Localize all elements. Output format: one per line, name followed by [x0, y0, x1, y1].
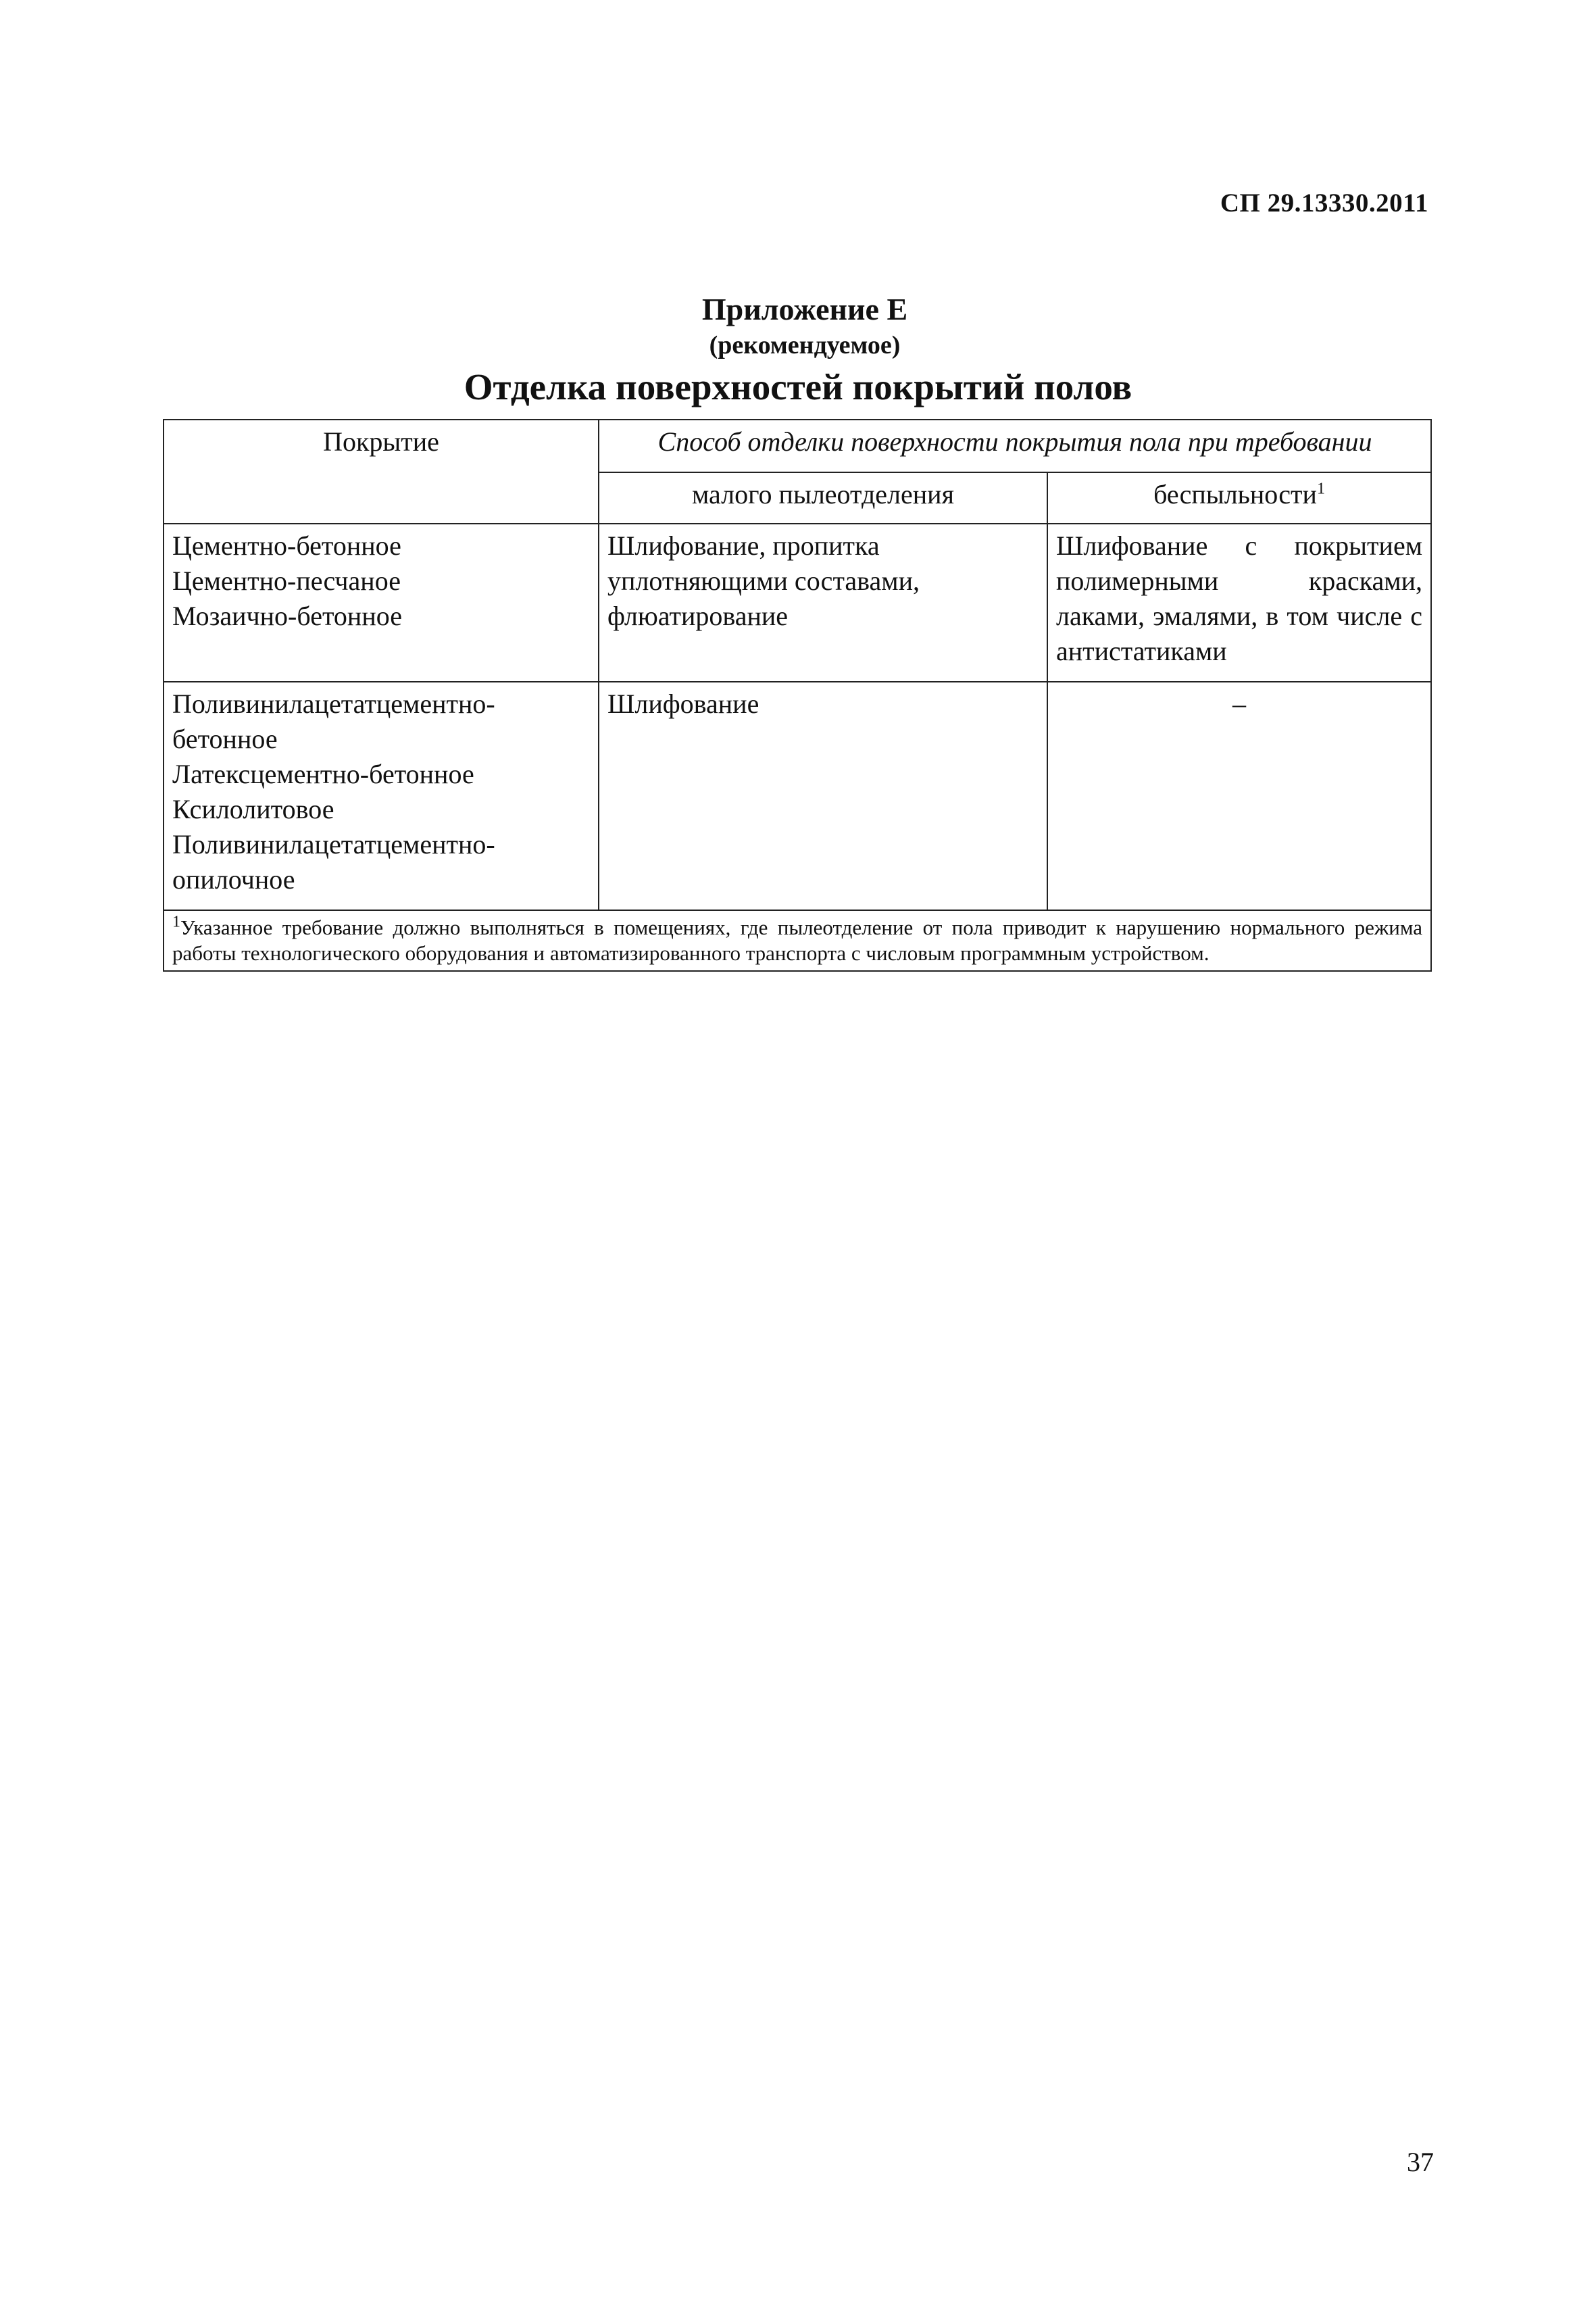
appendix-status: (рекомендуемое) — [709, 331, 901, 359]
header-dust-free — [1047, 472, 1431, 524]
coating-name: Ксилолитовое — [172, 794, 334, 824]
coating-name: Мозаично-бетонное — [172, 601, 402, 631]
footnote-number: 1 — [172, 913, 180, 931]
table-header-row — [164, 420, 1431, 472]
low-dust-method: Шлифование — [607, 689, 759, 719]
coating-name: Цементно-бетонное — [172, 530, 401, 561]
coating-name: бетонное — [172, 724, 278, 754]
coating-name: Поливинилацетатцементно- — [172, 689, 495, 719]
table-row — [164, 524, 1431, 682]
header-method: Способ отделки поверхности покрытия пола при требовании — [599, 420, 1431, 472]
footnote-text: Указанное требование должно выполняться в помещениях, где пылеотделение от пола приводит к нарушению нормального режима работы технологического оборудования и автоматизированного транспорта с числовым программным устройством. — [172, 916, 1423, 965]
row-low-dust-cell — [599, 524, 1047, 682]
row-low-dust-cell — [599, 682, 1047, 910]
floor-finish-table — [163, 419, 1432, 972]
table-footnote — [164, 910, 1431, 971]
low-dust-method: Шлифование, пропитка — [607, 530, 880, 561]
appendix-title: Приложение Е — [701, 292, 908, 326]
coating-name: Цементно-песчаное — [172, 566, 401, 596]
row-coatings-cell — [164, 682, 599, 910]
header-dust-free-label: беспыльности — [1153, 479, 1317, 510]
row-dust-free-cell: – — [1047, 682, 1431, 910]
coating-name: опилочное — [172, 864, 295, 895]
table-row — [164, 682, 1431, 910]
header-coating: Покрытие — [164, 420, 599, 524]
row-coatings-cell — [164, 524, 599, 682]
row-dust-free-cell: Шлифование с покрытием полимерными красками, лаками, эмалями, в том числе с антистатиками — [1047, 524, 1431, 682]
page-number: 37 — [1407, 2147, 1434, 2177]
low-dust-method: уплотняющими составами, — [607, 566, 920, 596]
footnote-mark: 1 — [1316, 480, 1325, 498]
table-footnote-row — [164, 910, 1431, 971]
appendix-heading-block — [0, 291, 1596, 411]
appendix-heading: Отделка поверхностей покрытий полов — [464, 366, 1132, 407]
document-code: СП 29.13330.2011 — [1220, 189, 1428, 218]
low-dust-method: флюатирование — [607, 601, 789, 631]
coating-name: Латексцементно-бетонное — [172, 759, 474, 789]
header-low-dust: малого пылеотделения — [599, 472, 1047, 524]
coating-name: Поливинилацетатцементно- — [172, 829, 495, 860]
